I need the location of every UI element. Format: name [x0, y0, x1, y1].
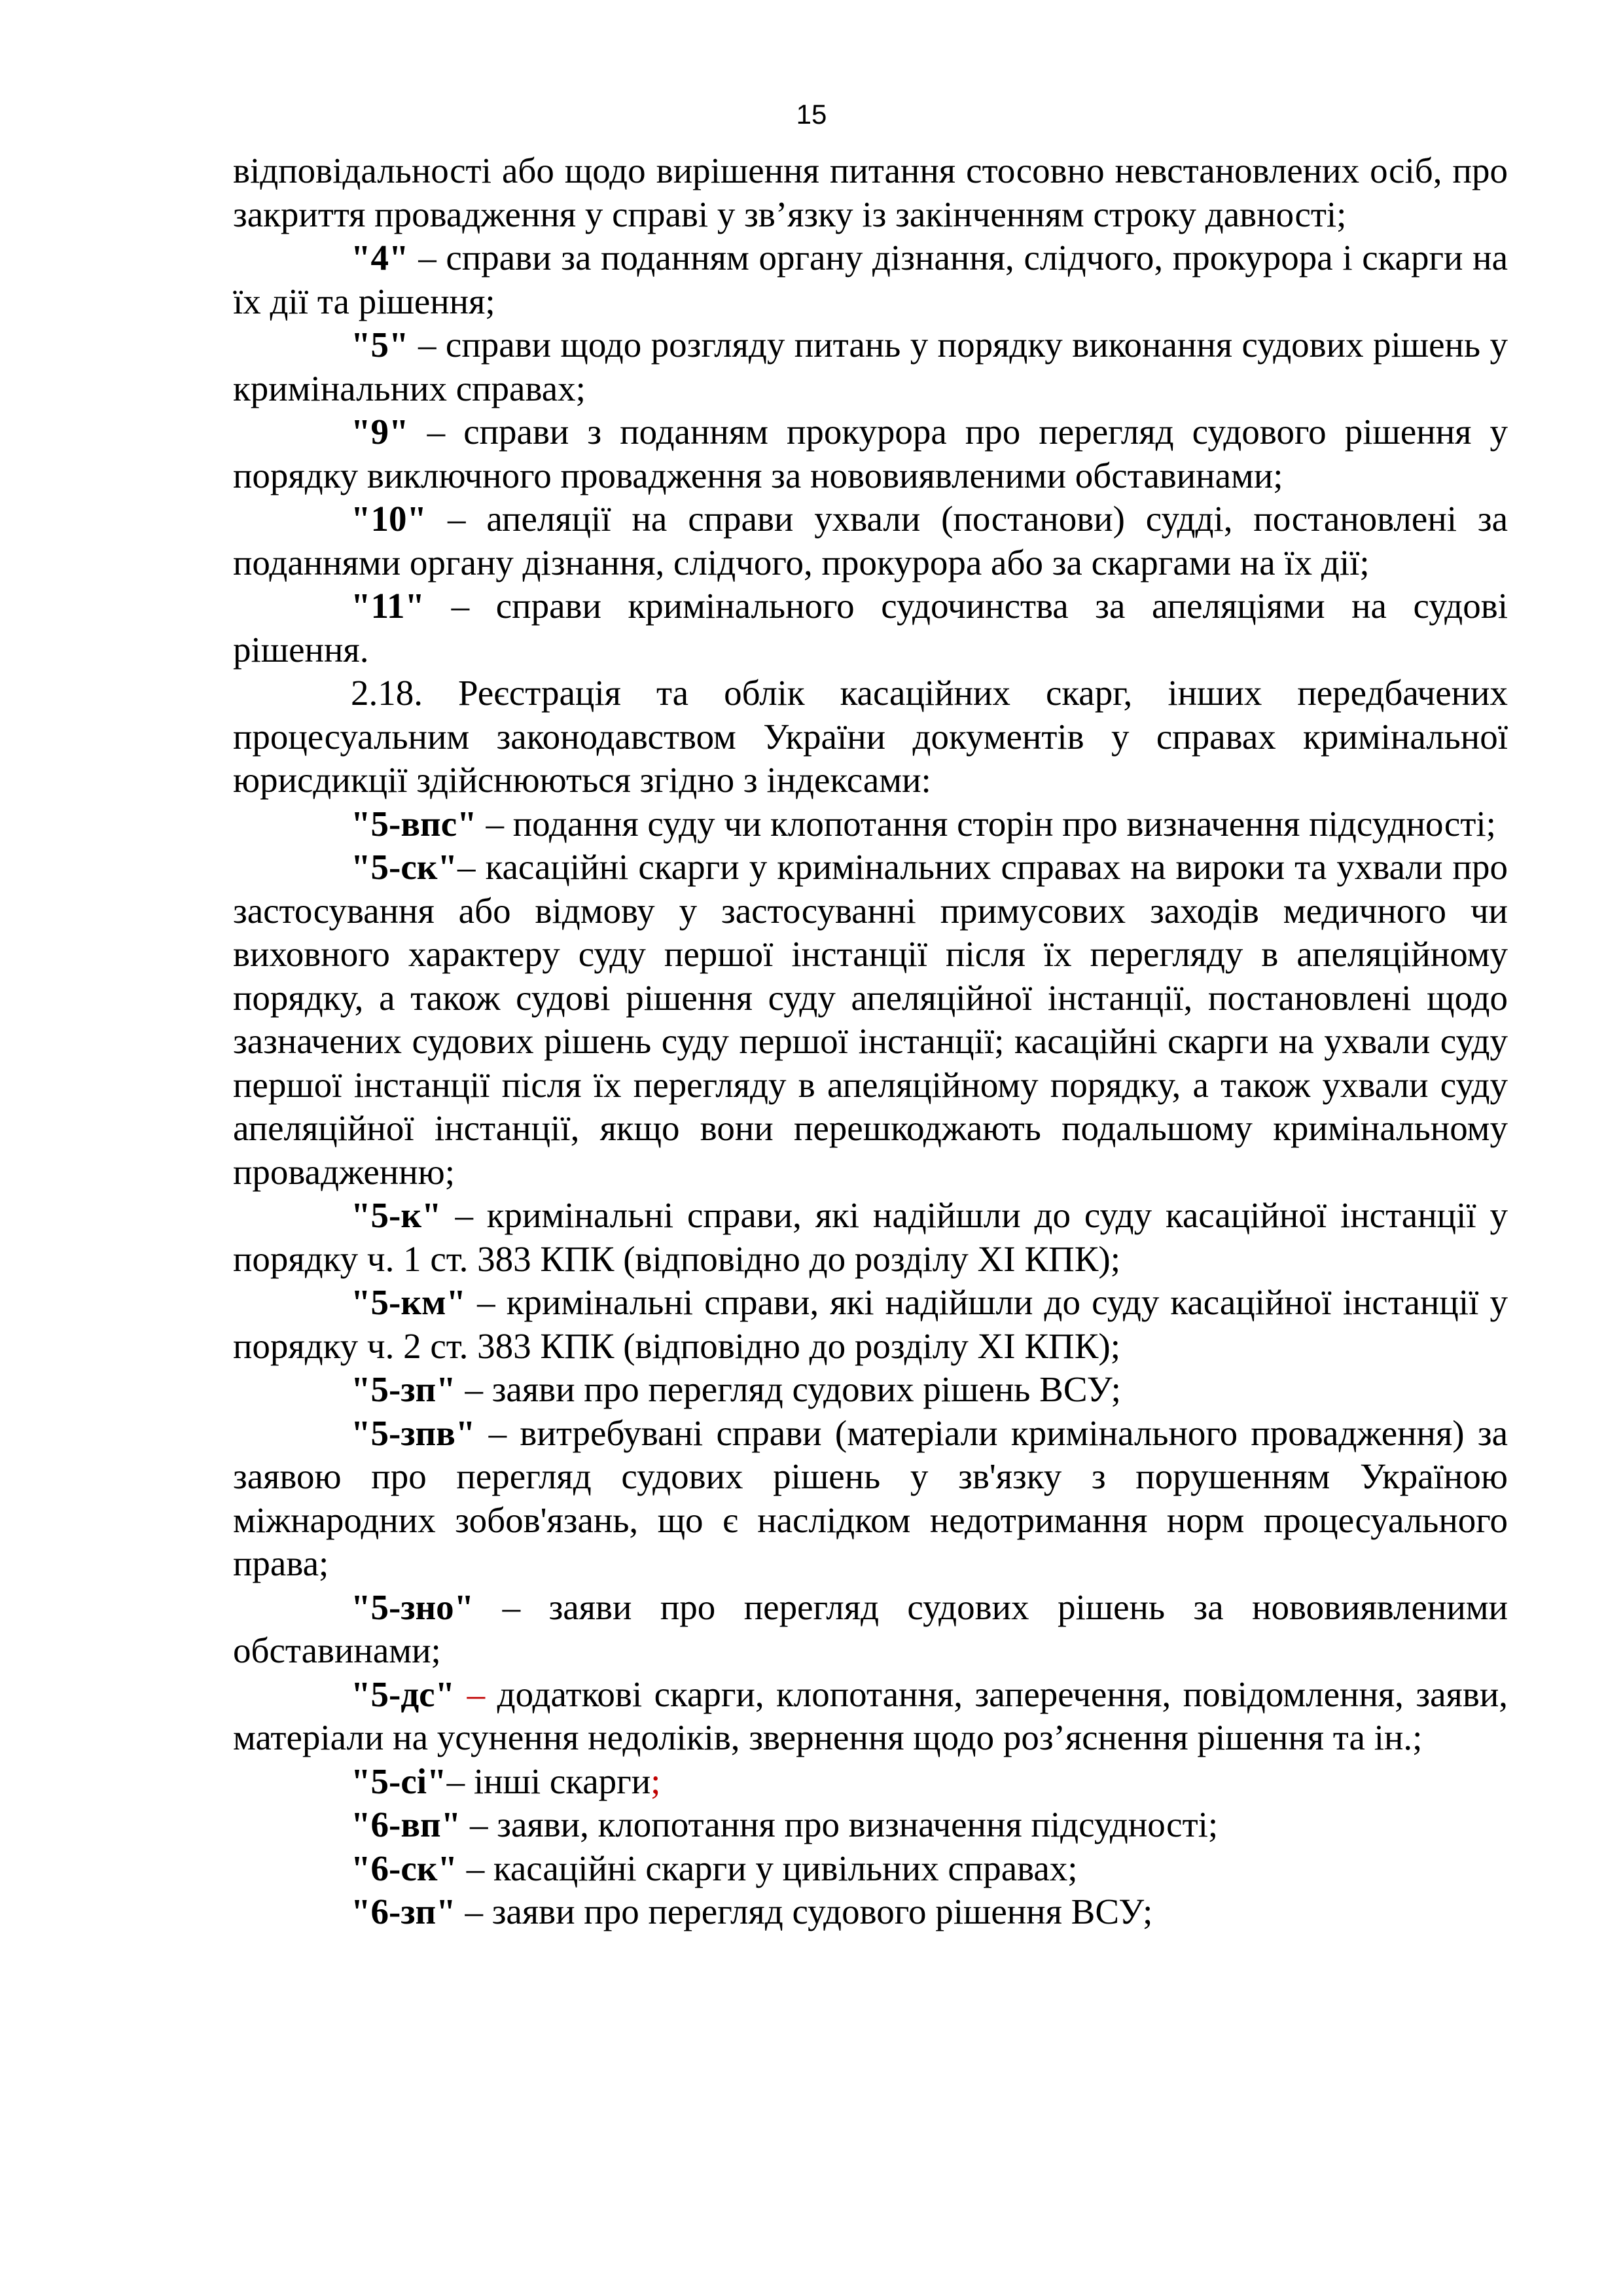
- index-code: "4": [351, 238, 409, 278]
- index-code: "5-к": [351, 1195, 442, 1235]
- document-body: [233, 149, 1508, 1934]
- index-description: – справи щодо розгляду питань у порядку виконання судових рішень у кримінальних справах;: [233, 325, 1508, 408]
- red-semicolon: ;: [651, 1761, 661, 1801]
- index-description: – заяви, клопотання про визначення підсудності;: [461, 1804, 1219, 1844]
- index-code: "5-дс": [351, 1674, 455, 1714]
- index-entry-5-zpv: [233, 1412, 1508, 1586]
- index-description: – справи кримінального судочинства за апеляціями на судові рішення.: [233, 586, 1508, 670]
- index-description: – заяви про перегляд судових рішень ВСУ;: [455, 1369, 1121, 1409]
- index-entry-5-ds: [233, 1673, 1508, 1760]
- index-entry-5-zno: [233, 1586, 1508, 1673]
- index-entry-5-si: [233, 1760, 1508, 1804]
- section-2-18-paragraph: [233, 672, 1508, 802]
- index-description: – касаційні скарги у кримінальних справах на вироки та ухвали про застосування або відмову у застосуванні примусових заходів медичного чи виховного характеру суду першої інстанції після їх перегляду в апеляційному порядку, а також судові рішення суду апеляційної інстанції, постановлені щодо зазначених судових рішень суду першої інстанції; касаційні скарги на ухвали суду першої інстанції після їх перегляду в апеляційному порядку, а також ухвали суду апеляційної інстанції, якщо вони перешкоджають подальшому кримінальному провадженню;: [233, 847, 1508, 1192]
- index-code: "6-вп": [351, 1804, 461, 1844]
- index-description: – заяви про перегляд судових рішень за нововиявленими обставинами;: [233, 1587, 1508, 1670]
- index-description: – апеляції на справи ухвали (постанови) судді, постановлені за поданнями органу дізнання, слідчого, прокурора або за скаргами на їх дії;: [233, 499, 1508, 583]
- index-code: "5-ск": [351, 847, 457, 887]
- index-code: "9": [351, 412, 409, 452]
- index-description: – касаційні скарги у цивільних справах;: [457, 1848, 1078, 1888]
- index-description: – кримінальні справи, які надійшли до суду касаційної інстанції у порядку ч. 1 ст. 383 КПК (відповідно до розділу XI КПК);: [233, 1195, 1508, 1279]
- index-description: – справи за поданням органу дізнання, слідчого, прокурора і скарги на їх дії та рішення;: [233, 238, 1508, 321]
- index-entry-9: [233, 410, 1508, 497]
- index-description: додаткові скарги, клопотання, заперечення, повідомлення, заяви, матеріали на усунення недоліків, звернення щодо роз’яснення рішення та ін.;: [233, 1674, 1508, 1757]
- index-code: "5-впс": [351, 803, 477, 844]
- index-description: – справи з поданням прокурора про перегляд судового рішення у порядку виключного провадження за нововиявленими обставинами;: [233, 412, 1508, 495]
- index-description: – заяви про перегляд судового рішення ВСУ;: [455, 1892, 1153, 1931]
- page-number: 15: [796, 99, 827, 130]
- paragraph-text: 2.18. Реєстрація та облік касаційних скарг, інших передбачених процесуальним законодавством України документів у справах кримінальної юрисдикції здійснюються згідно з індексами:: [233, 673, 1508, 800]
- index-entry-5-vps: [233, 802, 1508, 846]
- index-entry-6-zp: [233, 1890, 1508, 1934]
- index-description: – інші скарги: [446, 1761, 651, 1801]
- index-entry-5-km: [233, 1281, 1508, 1368]
- index-code: "5-зп": [351, 1369, 456, 1409]
- red-dash: –: [455, 1674, 486, 1714]
- index-code: "5": [351, 325, 409, 365]
- index-code: "6-зп": [351, 1892, 456, 1931]
- index-description: – кримінальні справи, які надійшли до суду касаційної інстанції у порядку ч. 2 ст. 383 КПК (відповідно до розділу XI КПК);: [233, 1282, 1508, 1366]
- paragraph-continuation: [233, 149, 1508, 236]
- index-code: "11": [351, 586, 425, 626]
- index-entry-11: [233, 584, 1508, 672]
- index-code: "5-сі": [351, 1761, 447, 1801]
- index-entry-4: [233, 236, 1508, 323]
- index-entry-5: [233, 323, 1508, 410]
- index-description: – витребувані справи (матеріали кримінального провадження) за заявою про перегляд судових рішень у зв'язку з порушенням Україною міжнародних зобов'язань, що є наслідком недотримання норм процесуального права;: [233, 1412, 1508, 1583]
- index-entry-6-sk: [233, 1847, 1508, 1891]
- index-code: "5-зпв": [351, 1412, 476, 1453]
- index-code: "5-зно": [351, 1587, 474, 1627]
- index-code: "10": [351, 499, 427, 539]
- paragraph-text: відповідальності або щодо вирішення питання стосовно невстановлених осіб, про закриття провадження у справі у зв’язку із закінченням строку давності;: [233, 151, 1508, 234]
- index-entry-6-vp: [233, 1803, 1508, 1847]
- index-entry-10: [233, 497, 1508, 584]
- index-entry-5-k: [233, 1194, 1508, 1281]
- index-description: – подання суду чи клопотання сторін про визначення підсудності;: [476, 803, 1496, 844]
- index-entry-5-sk: [233, 846, 1508, 1194]
- index-entry-5-zp: [233, 1368, 1508, 1412]
- index-code: "6-ск": [351, 1848, 457, 1888]
- index-code: "5-км": [351, 1282, 467, 1322]
